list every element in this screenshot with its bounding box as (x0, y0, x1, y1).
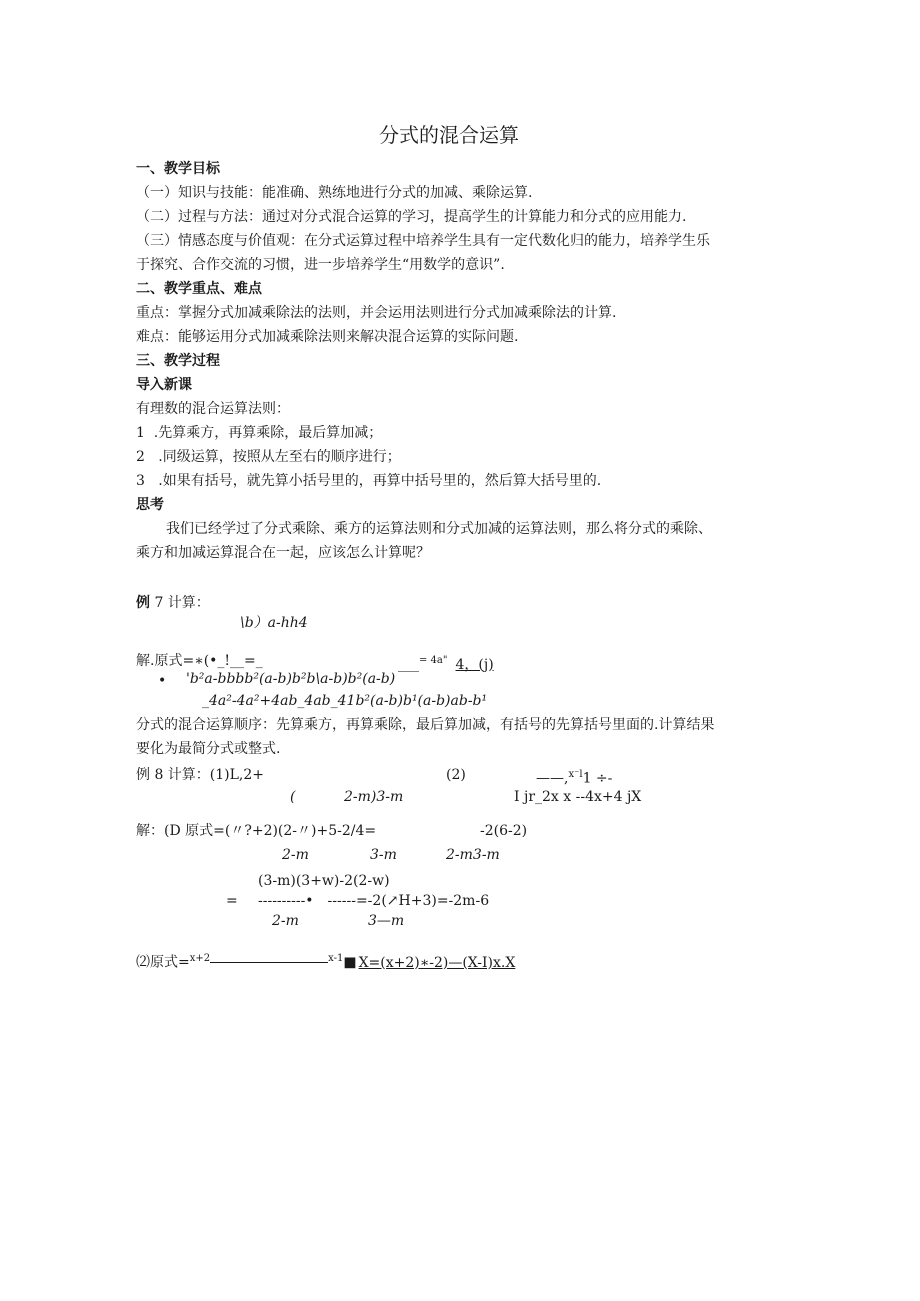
solution-7-line3: _4a²-4a²+4ab_4ab_41b²(a-b)b¹(a-b)ab-b¹ (202, 693, 488, 709)
example-7-label (136, 594, 210, 612)
example-7-text: 7 计算： (150, 595, 210, 611)
think-heading: 思考 (136, 497, 164, 513)
solution-8-numerator: (3-m)(3+w)-2(2-w) (258, 873, 390, 889)
solution-8-part2-gap-sup: x-1 (328, 953, 344, 964)
difficulty-text: 难点：能够运用分式加减乘除法则来解决混合运算的实际问题. (136, 329, 519, 345)
example-8-part2-label: (2) (446, 767, 466, 783)
goals-heading: 一、教学目标 (136, 161, 220, 177)
example-8-part1-den-open: ( (290, 789, 296, 805)
solution-8-part2-sup: x+2 (189, 953, 211, 964)
solution-7-label: 解.原式=∗(•_!__=_ (136, 653, 263, 669)
solution-7-mid-sup: = 4a" (419, 655, 448, 666)
goal-attitude-line1: （三）情感态度与价值观：在分式运算过程中培养学生具有一定代数化归的能力，培养学生乐 (136, 233, 710, 249)
solution-8-den-3: 2-m3-m (446, 847, 500, 863)
goal-process: （二）过程与方法：通过对分式混合运算的学习，提高学生的计算能力和分式的应用能力. (136, 209, 687, 225)
goal-attitude-line2: 于探究、合作交流的习惯，进一步培养学生“用数学的意识”. (136, 257, 505, 273)
example-8-part2-sup: x⁻l (568, 769, 583, 780)
example-7-prefix: 例 (136, 595, 150, 611)
solution-8-part2-label: ⑵原式= (136, 954, 190, 971)
rules-intro: 有理数的混合运算法则： (136, 401, 290, 417)
example-8-part2-top-after: 1 ÷- (582, 770, 613, 787)
solution-8-right: -2(6-2) (480, 823, 528, 839)
example-8-part2-bottom: I jr_2x x --4x+4 jX (514, 789, 642, 805)
think-paragraph-line2: 乘方和加减运算混合在一起，应该怎么计算呢？ (136, 545, 430, 561)
example-8-part1-den: 2-m)3-m (344, 789, 404, 805)
example-8-part2-top-pre: ——, (536, 770, 569, 787)
solution-7-bullet: • (158, 673, 167, 689)
solution-7-mid (398, 652, 494, 674)
solution-8-label: 解：(D 原式=(〃?+2)(2-〃)+5-2/4= (136, 823, 377, 839)
solution-8-bottom-1: 2-m (272, 913, 299, 929)
solution-8-equals: = (226, 893, 238, 909)
solution-8-part2-line (210, 962, 328, 963)
solution-8-den-2: 3-m (370, 847, 397, 863)
intro-heading: 导入新课 (136, 377, 192, 393)
rule-item-1: 1 .先算乘方，再算乘除，最后算加减； (136, 425, 383, 441)
process-heading: 三、教学过程 (136, 353, 220, 369)
mixed-order-line2: 要化为最简分式或整式. (136, 741, 281, 757)
solution-8-fraction: ----------• ------=-2(↗H+3)=-2m-6 (258, 893, 490, 909)
rule-item-2: 2 .同级运算，按照从左至右的顺序进行； (136, 449, 401, 465)
example-7-expression: \b）a-hh4 (240, 615, 308, 631)
example-8-label: 例 8 计算：(1)L,2+ (136, 767, 265, 783)
solution-8-part2-block: ■ (343, 954, 357, 971)
mixed-order-line1: 分式的混合运算顺序：先算乘方，再算乘除，最后算加减，有括号的先算括号里面的.计算结果 (136, 717, 715, 733)
solution-8-part2 (136, 950, 515, 972)
example-8-part2-top (536, 766, 612, 788)
page-title: 分式的混合运算 (379, 123, 519, 147)
solution-8-bottom-2: 3—m (368, 913, 405, 929)
solution-8-part2-rest: X=(x+2)∗-2)—(X-I)x.X (358, 954, 516, 971)
keypoints-heading: 二、教学重点、难点 (136, 281, 262, 297)
goal-knowledge: （一）知识与技能：能准确、熟练地进行分式的加减、乘除运算. (136, 185, 533, 201)
solution-7-mid-after: 4，(j) (455, 656, 494, 673)
think-paragraph-line1: 我们已经学过了分式乘除、乘方的运算法则和分式加减的运算法则，那么将分式的乘除、 (166, 521, 712, 537)
solution-8-den-1: 2-m (282, 847, 309, 863)
keypoint-text: 重点：掌握分式加减乘除法的法则，并会运用法则进行分式加减乘除法的计算. (136, 305, 617, 321)
solution-7-line2: 'b²a-bbbb²(a-b)b²b\a-b)b²(a-b) (186, 671, 396, 687)
rule-item-3: 3 .如果有括号，就先算小括号里的，再算中括号里的，然后算大括号里的. (136, 473, 602, 489)
solution-7-mid-pre: ___ (398, 656, 419, 673)
